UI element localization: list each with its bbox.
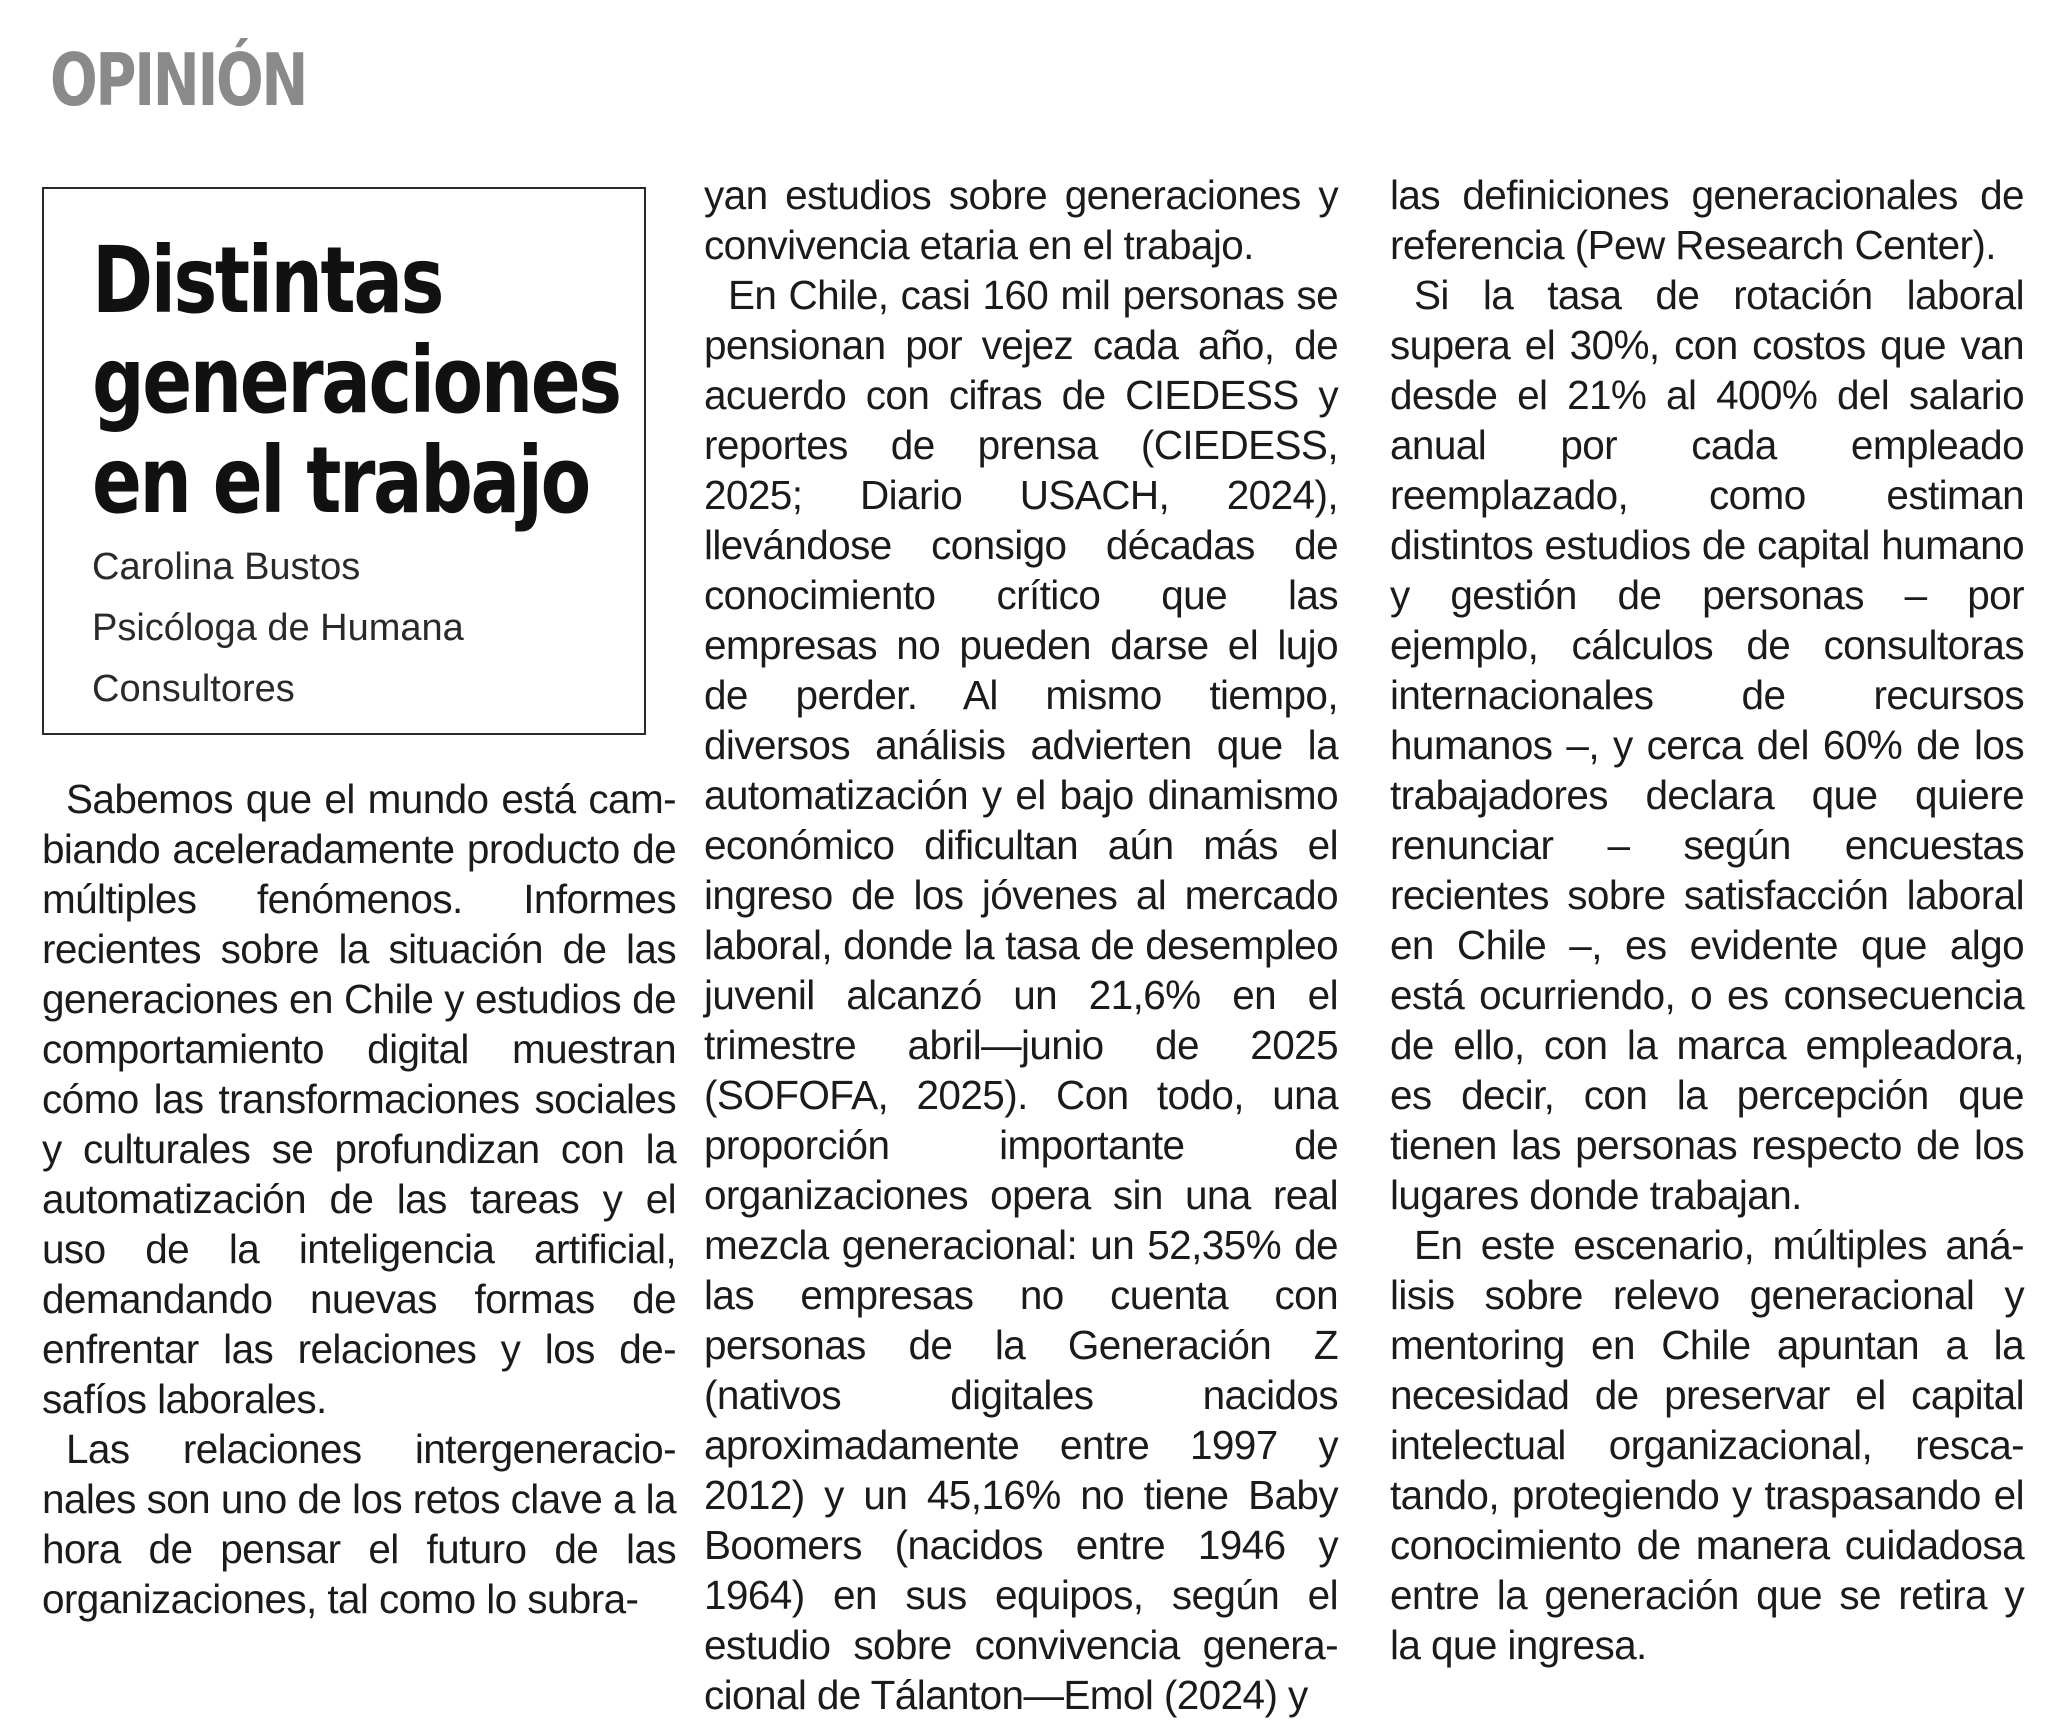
text-line: reportes de prensa (CIEDESS, 2025; bbox=[704, 422, 1338, 518]
text-line: como estiman distintos estudios bbox=[1390, 472, 2024, 568]
text-line: donde trabajan. bbox=[1529, 1172, 1802, 1218]
text-line: biando aceleradamente producto bbox=[42, 826, 620, 872]
text-line: intelectual organizacional, resca- bbox=[1390, 1422, 2024, 1468]
article-paragraph bbox=[1390, 170, 2024, 270]
text-line: tando, protegiendo y traspasando el bbox=[1390, 1472, 2024, 1518]
text-line: las empresas no cuenta con personas bbox=[704, 1272, 1338, 1368]
text-line: mezcla generacional: un 52,35% de bbox=[704, 1222, 1338, 1268]
text-line: cional de Tálanton—Emol (2024) y bbox=[704, 1672, 1308, 1718]
text-line: mentoring en Chile apuntan a la bbox=[1390, 1322, 2024, 1368]
text-line: de múltiples fenómenos. Informes bbox=[42, 826, 676, 922]
article-paragraph bbox=[1390, 270, 2024, 1220]
text-line: 60% de los trabajadores declara que bbox=[1390, 722, 2024, 818]
text-line: ocurriendo, o es consecuencia de bbox=[1390, 972, 2024, 1068]
text-line: que la automatización y el bajo bbox=[704, 722, 1338, 818]
text-line: recursos humanos –, y cerca del bbox=[1390, 672, 2024, 768]
text-line: lisis sobre relevo generacional y bbox=[1390, 1272, 2024, 1318]
headline-line: en el trabajo bbox=[92, 427, 589, 534]
text-line: generaciones en Chile y estudios de bbox=[42, 976, 676, 1022]
headline-line: generaciones bbox=[92, 327, 620, 434]
article-paragraph bbox=[42, 1424, 676, 1624]
text-line: pensionan por vejez cada año, de bbox=[704, 322, 1338, 368]
text-line: enfrentar las relaciones y los de- bbox=[42, 1326, 676, 1372]
text-line: comportamiento digital muestran bbox=[42, 1026, 676, 1072]
headline bbox=[92, 227, 620, 534]
text-line: consigo décadas de conocimiento bbox=[704, 522, 1339, 618]
text-line: En Chile, casi 160 mil personas se bbox=[728, 272, 1338, 318]
text-line: Sabemos que el mundo está cam- bbox=[66, 776, 676, 822]
text-line: entre la generación que se retira y bbox=[1390, 1572, 2024, 1618]
text-line: personas – por ejemplo, cálculos bbox=[1390, 572, 2024, 668]
text-line: las definiciones generacionales de bbox=[1390, 172, 2024, 218]
text-line: de consultoras internacionales de bbox=[1390, 622, 2024, 718]
text-line: nales son uno de los retos clave a bbox=[42, 1476, 635, 1522]
text-line: organizaciones opera sin una real bbox=[704, 1172, 1338, 1218]
text-line: conocimiento de manera cuidadosa bbox=[1390, 1522, 2024, 1568]
article-column-3 bbox=[1390, 170, 2024, 1670]
text-line: el uso de la inteligencia artificial, bbox=[42, 1176, 677, 1272]
text-line: de capital humano y gestión de bbox=[1390, 522, 2024, 618]
text-line: yan estudios sobre generaciones bbox=[704, 172, 1301, 218]
article-paragraph bbox=[704, 270, 1338, 1720]
text-line: de desempleo juvenil alcanzó un bbox=[704, 922, 1338, 1018]
text-line: al mercado laboral, donde la tasa bbox=[704, 872, 1338, 968]
text-line: recientes sobre satisfacción laboral bbox=[1390, 872, 2024, 918]
text-line: necesidad de preservar el capital bbox=[1390, 1372, 2024, 1418]
text-line: acuerdo con cifras de CIEDESS y bbox=[704, 372, 1338, 418]
text-line: referencia (Pew Research Center). bbox=[1390, 222, 1996, 268]
text-line: y 1964) en sus equipos, según el bbox=[704, 1522, 1338, 1618]
text-line: tiempo, diversos análisis advierten bbox=[704, 672, 1338, 768]
article-column-2 bbox=[704, 170, 1338, 1720]
text-line: decir, con la percepción que tienen bbox=[1390, 1072, 2024, 1168]
text-line: cómo las transformaciones sociales bbox=[42, 1076, 676, 1122]
text-line: la automatización de las tareas y bbox=[42, 1126, 676, 1222]
headline-line: Distintas bbox=[92, 227, 442, 334]
article-paragraph bbox=[1390, 1220, 2024, 1670]
byline bbox=[92, 537, 644, 720]
text-line: 1997 y 2012) y un 45,16% no tiene bbox=[704, 1422, 1338, 1518]
text-line: y convivencia etaria en el trabajo. bbox=[704, 172, 1338, 268]
text-line: 21,6% en el trimestre abril—junio bbox=[704, 972, 1338, 1068]
text-line: quiere renunciar – según encuestas bbox=[1390, 772, 2025, 868]
text-line: por cada empleado reemplazado, bbox=[1390, 422, 2024, 518]
text-line: ello, con la marca empleadora, es bbox=[1390, 1022, 2024, 1118]
text-line: y culturales se profundizan con bbox=[42, 1126, 625, 1172]
text-line: darse el lujo de perder. Al mismo bbox=[704, 622, 1338, 718]
article-column-1 bbox=[42, 774, 676, 1624]
author-role: Psicóloga de Humana bbox=[92, 607, 464, 649]
text-line: safíos laborales. bbox=[42, 1376, 327, 1422]
headline-box bbox=[42, 187, 646, 735]
text-line: dinamismo económico dificultan bbox=[704, 772, 1338, 868]
text-line: el 21% al 400% del salario anual bbox=[1390, 372, 2024, 468]
text-line: de la Generación Z (nativos digitales bbox=[704, 1322, 1338, 1418]
text-line: estudio sobre convivencia genera- bbox=[704, 1622, 1338, 1668]
text-line: Baby Boomers (nacidos entre 1946 bbox=[704, 1472, 1338, 1568]
text-line: demandando nuevas formas de bbox=[42, 1276, 676, 1322]
text-line: Diario USACH, 2024), llevándose bbox=[704, 472, 1338, 568]
text-line: organizaciones, tal como lo subra- bbox=[42, 1576, 639, 1622]
text-line: recientes sobre la situación de las bbox=[42, 926, 676, 972]
text-line: Las relaciones intergeneracio- bbox=[66, 1426, 676, 1472]
text-line: En este escenario, múltiples aná- bbox=[1414, 1222, 2024, 1268]
text-line: en Chile –, es evidente que algo está bbox=[1390, 922, 2024, 1018]
text-line: la hora de pensar el futuro de las bbox=[42, 1476, 676, 1572]
author-name: Carolina Bustos bbox=[92, 546, 361, 588]
text-line: Si la tasa de rotación laboral supera bbox=[1390, 272, 2024, 368]
article-paragraph bbox=[704, 170, 1338, 270]
text-line: la que ingresa. bbox=[1390, 1622, 1647, 1668]
text-line: todo, una proporción importante de bbox=[704, 1072, 1338, 1168]
text-line: crítico que las empresas no pueden bbox=[704, 572, 1338, 668]
text-line: de 2025 (SOFOFA, 2025). Con bbox=[704, 1022, 1339, 1118]
author-role-continued: Consultores bbox=[92, 668, 295, 710]
text-line: nacidos aproximadamente entre bbox=[704, 1372, 1339, 1468]
article-paragraph bbox=[42, 774, 676, 1424]
text-line: aún más el ingreso de los jóvenes bbox=[704, 822, 1338, 918]
section-label: OPINIÓN bbox=[50, 38, 307, 122]
text-line: el 30%, con costos que van desde bbox=[1390, 322, 2025, 418]
text-line: las personas respecto de los lugares bbox=[1390, 1122, 2025, 1218]
